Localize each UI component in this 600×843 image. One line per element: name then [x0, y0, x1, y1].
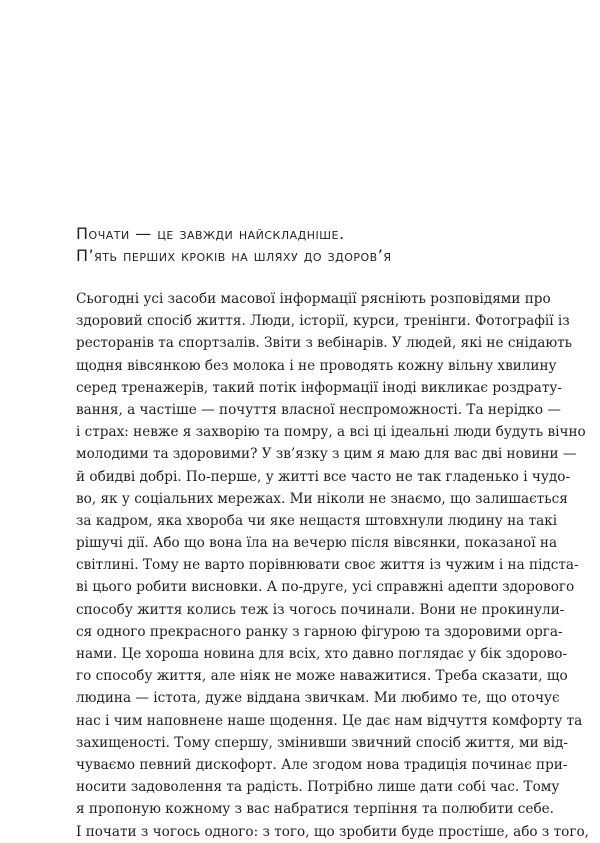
text-line: молодими та здоровими? У зв’язку з цим я маю для вас дві новини — [76, 446, 577, 463]
text-line: І почати з чогось одного: з того, що зробити буде простіше, або з того, [76, 823, 589, 840]
text-line: за кадром, яка хвороба чи яке нещастя штовхнули людину на такі [76, 512, 558, 529]
text-line: во, як у соціальних мережах. Ми ніколи не знаємо, що залишається [76, 490, 568, 507]
text-line: здоровий спосіб життя. Люди, історії, курси, тренінги. Фотографії із [76, 313, 570, 330]
text-line: я пропоную кожному з вас набратися терпіння та полюбити себе. [76, 801, 555, 818]
text-line: ся одного прекрасного ранку з гарною фігурою та здоровими орга- [76, 623, 563, 640]
text-line: го способу життя, але ніяк не може наважитися. Треба сказати, що [76, 668, 568, 685]
text-line: способу життя колись теж із чогось починали. Вони не прокинули- [76, 601, 565, 618]
text-line: нами. Це хороша новина для всіх, хто давно поглядає у бік здорово- [76, 646, 568, 662]
body-paragraph [76, 288, 589, 843]
chapter-heading [76, 223, 536, 267]
chapter-heading-line-1: Почати — це завжди найскладніше. [76, 224, 345, 243]
text-line: світлині. Тому не варто порівнювати своє життя із чужим і на підста- [76, 557, 579, 574]
chapter-heading-line-2: П’ять перших кроків на шляху до здоров’я [76, 246, 392, 265]
text-line: серед тренажерів, такий потік інформації іноді викликає роздрату- [76, 379, 562, 396]
text-line: ресторанів та спортзалів. Звіти з вебінарів. У людей, які не снідають [76, 335, 573, 352]
text-line: людина — істота, дуже віддана звичкам. Ми любимо те, що оточує [76, 690, 560, 707]
text-line: нас і чим наповнене наше щодення. Це дає нам відчуття комфорту та [76, 712, 583, 729]
text-line: і страх: невже я захворію та помру, а всі ці ідеальні люди будуть вічно [76, 424, 586, 441]
text-line: захищеності. Тому спершу, змінивши звичний спосіб життя, ми від- [76, 734, 568, 751]
text-line: ві цього робити висновки. А по-друге, усі справжні адепти здорового [76, 579, 575, 596]
text-line: й обидві добрі. По-перше, у житті все часто не так гладенько і чудо- [76, 468, 571, 485]
text-line: чуваємо певний дискофорт. Але згодом нова традиція починає при- [76, 756, 568, 773]
text-line: рішучі дії. Або що вона їла на вечерю після вівсянки, показаної на [76, 535, 558, 552]
text-line: носити задоволення та радість. Потрібно лише дати собі час. Тому [76, 779, 560, 796]
text-line: вання, а частіше — почуття власної неспроможності. Та нерідко — [76, 401, 562, 418]
text-line: щодня вівсянкою без молока і не проводять кожну вільну хвилину [76, 357, 557, 374]
text-line: Сьогодні усі засоби масової інформації рясніють розповідями про [76, 291, 551, 307]
